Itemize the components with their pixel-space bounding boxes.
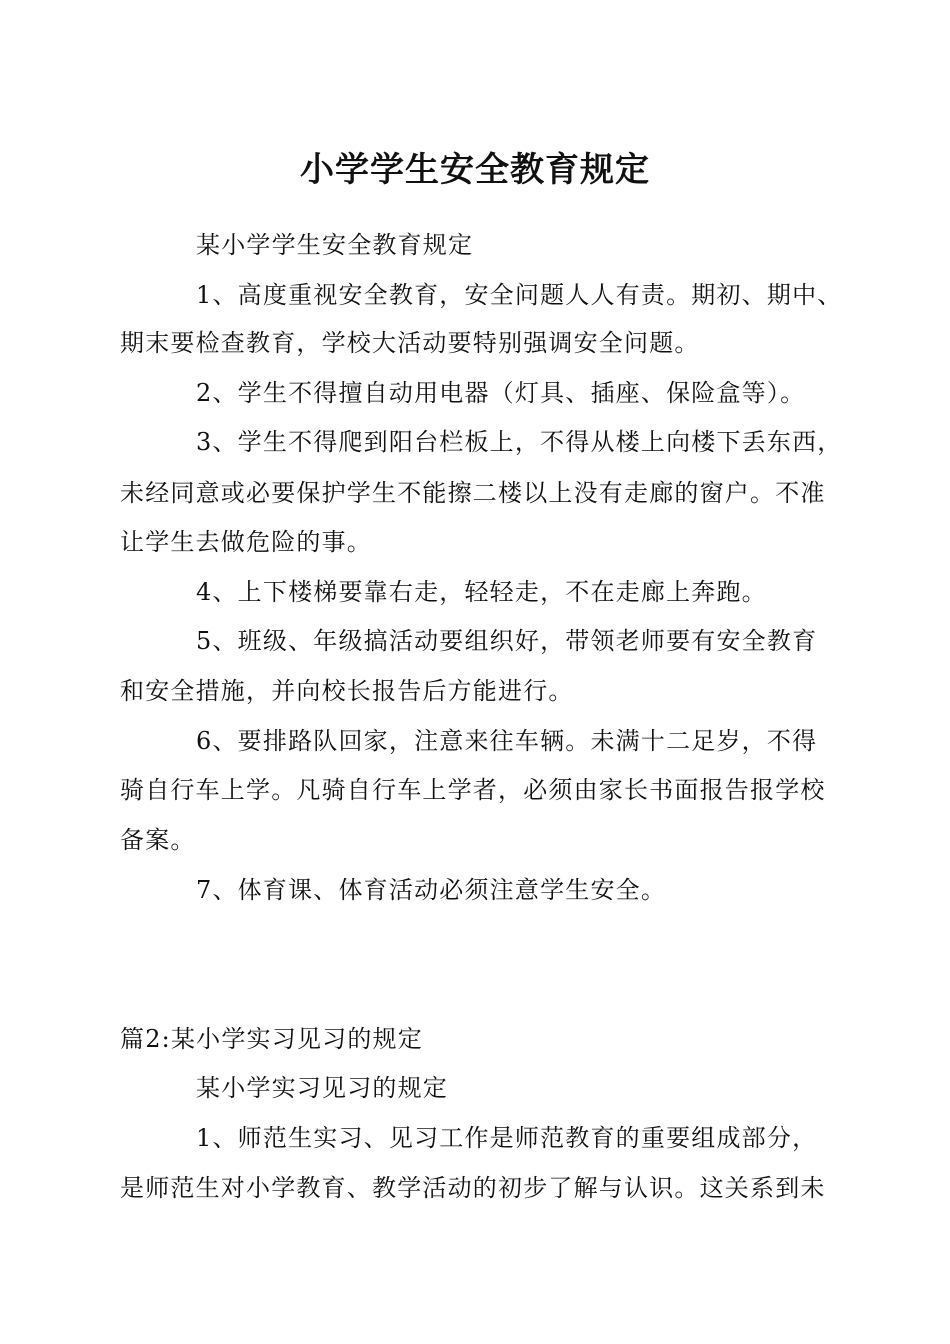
paragraph-line: 和安全措施，并向校长报告后方能进行。	[120, 677, 574, 705]
paragraph-line: 3、学生不得爬到阳台栏板上，不得从楼上向楼下丢东西，	[196, 428, 843, 456]
subtitle-line: 某小学实习见习的规定	[196, 1074, 448, 1102]
section-heading: 篇2:某小学实习见习的规定	[120, 1025, 423, 1053]
paragraph-line: 让学生去做危险的事。	[120, 528, 372, 556]
paragraph-line: 6、要排路队回家，注意来往车辆。未满十二足岁，不得	[196, 727, 818, 755]
paragraph-line: 期末要检查教育，学校大活动要特别强调安全问题。	[120, 329, 700, 357]
paragraph-line: 2、学生不得擅自动用电器（灯具、插座、保险盒等）。	[196, 379, 806, 407]
paragraph-line: 7、体育课、体育活动必须注意学生安全。	[196, 876, 667, 904]
document-title: 小学学生安全教育规定	[300, 150, 650, 190]
paragraph-line: 1、师范生实习、见习工作是师范教育的重要组成部分，	[196, 1124, 818, 1152]
paragraph-line: 骑自行车上学。凡骑自行车上学者，必须由家长书面报告报学校	[120, 776, 826, 804]
subtitle-line: 某小学学生安全教育规定	[196, 231, 474, 259]
paragraph-line: 备案。	[120, 826, 196, 854]
paragraph-line: 1、高度重视安全教育，安全问题人人有责。期初、期中、	[196, 281, 843, 309]
paragraph-line: 5、班级、年级搞活动要组织好，带领老师要有安全教育	[196, 627, 818, 655]
paragraph-line: 4、上下楼梯要靠右走，轻轻走，不在走廊上奔跑。	[196, 578, 767, 606]
paragraph-line: 是师范生对小学教育、教学活动的初步了解与认识。这关系到未	[120, 1174, 826, 1202]
paragraph-line: 未经同意或必要保护学生不能擦二楼以上没有走廊的窗户。不准	[120, 479, 826, 507]
